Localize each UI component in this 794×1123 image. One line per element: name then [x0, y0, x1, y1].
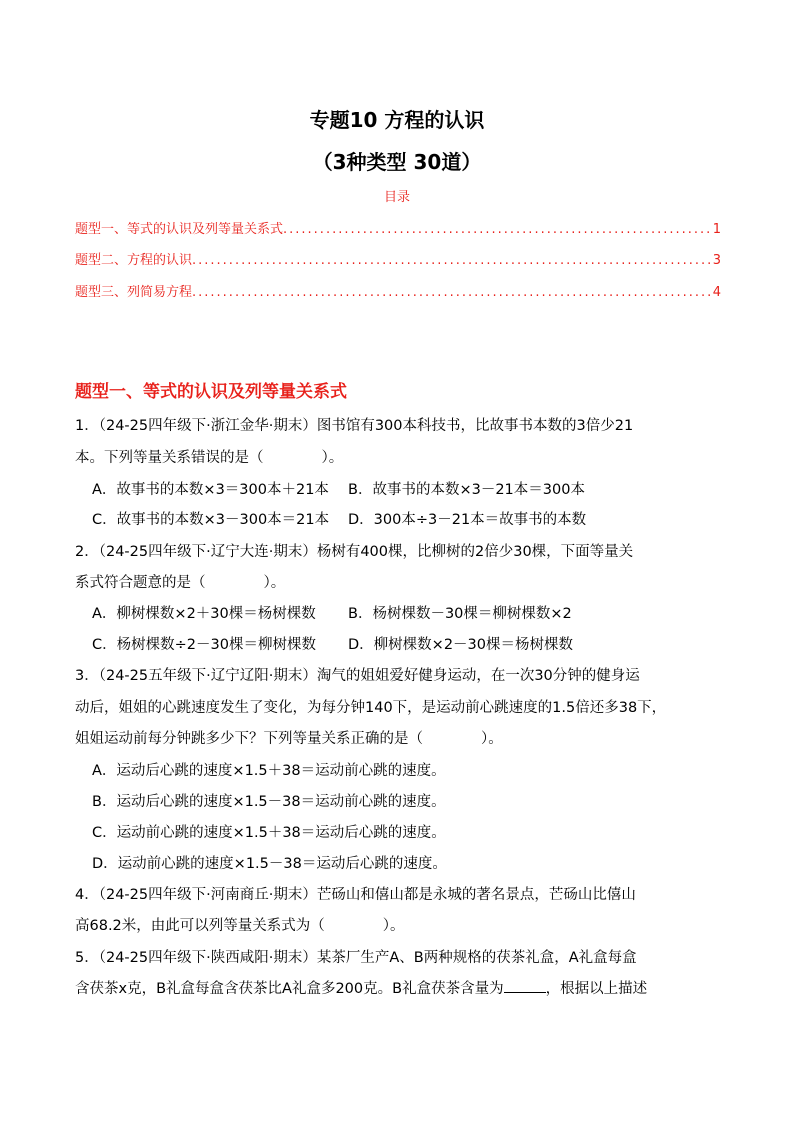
answer-blank[interactable]	[504, 980, 546, 993]
question-1-option-a: A．故事书的本数×3＝300本＋21本	[92, 482, 329, 498]
question-2-option-b: B．杨树棵数－30棵＝柳树棵数×2	[348, 606, 572, 622]
toc-entry-label: 题型二、方程的认识	[75, 253, 193, 268]
question-3-option-b: B．运动后心跳的速度×1.5－38＝运动前心跳的速度。	[92, 794, 446, 810]
question-5-line-1: 5．（24-25四年级下·陕西咸阳·期末）某茶厂生产A、B两种规格的茯茶礼盒，A礼盒每盒	[75, 950, 637, 966]
question-1-option-d: D．300本÷3－21本＝故事书的本数	[348, 512, 587, 528]
question-1-option-c: C．故事书的本数×3－300本＝21本	[92, 512, 330, 528]
question-5-line-2-start: 含茯茶x克，B礼盒每盒含茯茶比A礼盒多200克。B礼盒茯茶含量为	[75, 981, 504, 997]
toc-entry-label: 题型一、等式的认识及列等量关系式	[75, 222, 284, 237]
toc-heading: 目录	[383, 190, 410, 205]
toc-page-number: 1	[712, 222, 721, 237]
toc-leader-dots	[192, 253, 711, 268]
question-2-line-1: 2．（24-25四年级下·辽宁大连·期末）杨树有400棵，比柳树的2倍少30棵，下面等量关	[75, 544, 634, 560]
question-3-line-1: 3．（24-25五年级下·辽宁辽阳·期末）淘气的姐姐爱好健身运动，在一次30分钟的健身运	[75, 668, 640, 684]
document-title: 专题10 方程的认识	[309, 108, 485, 132]
question-5-line-2-end: ，根据以上描述	[545, 981, 648, 997]
toc-entry-2[interactable]	[75, 249, 721, 269]
question-1-line-1: 1．（24-25四年级下·浙江金华·期末）图书馆有300本科技书，比故事书本数的3倍少21	[75, 418, 634, 434]
question-2-option-a: A．柳树棵数×2＋30棵＝杨树棵数	[92, 606, 316, 622]
question-2-option-c: C．杨树棵数÷2－30棵＝柳树棵数	[92, 637, 316, 653]
question-4-line-1: 4．（24-25四年级下·河南商丘·期末）芒砀山和僖山都是永城的著名景点，芒砀山比僖山	[75, 887, 636, 903]
question-3-option-a: A．运动后心跳的速度×1.5＋38＝运动前心跳的速度。	[92, 763, 446, 779]
question-4-line-2: 高68.2米，由此可以列等量关系式为（ ）。	[75, 918, 405, 934]
toc-leader-dots	[283, 222, 711, 237]
toc-leader-dots	[192, 285, 711, 300]
question-3-line-2: 动后，姐姐的心跳速度发生了变化，为每分钟140下，是运动前心跳速度的1.5倍还多38下，	[75, 700, 667, 716]
question-2-option-d: D．柳树棵数×2－30棵＝杨树棵数	[348, 637, 573, 653]
toc-page-number: 4	[712, 285, 721, 300]
question-1-option-b: B．故事书的本数×3－21本＝300本	[348, 482, 585, 498]
toc-page-number: 3	[712, 253, 721, 268]
question-3-line-3: 姐姐运动前每分钟跳多少下？下列等量关系正确的是（ ）。	[75, 731, 503, 747]
document-subtitle: （3种类型 30道）	[312, 150, 482, 174]
question-5-line-2	[75, 977, 647, 998]
toc-entry-label: 题型三、列简易方程	[75, 285, 193, 300]
question-2-line-2: 系式符合题意的是（ ）。	[75, 575, 286, 591]
question-3-option-c: C．运动前心跳的速度×1.5＋38＝运动后心跳的速度。	[92, 825, 446, 841]
question-1-line-2: 本。下列等量关系错误的是（ ）。	[75, 450, 344, 466]
question-3-option-d: D．运动前心跳的速度×1.5－38＝运动后心跳的速度。	[92, 856, 447, 872]
toc-entry-1[interactable]	[75, 218, 721, 238]
toc-entry-3[interactable]	[75, 281, 721, 301]
section-heading: 题型一、等式的认识及列等量关系式	[75, 382, 347, 402]
